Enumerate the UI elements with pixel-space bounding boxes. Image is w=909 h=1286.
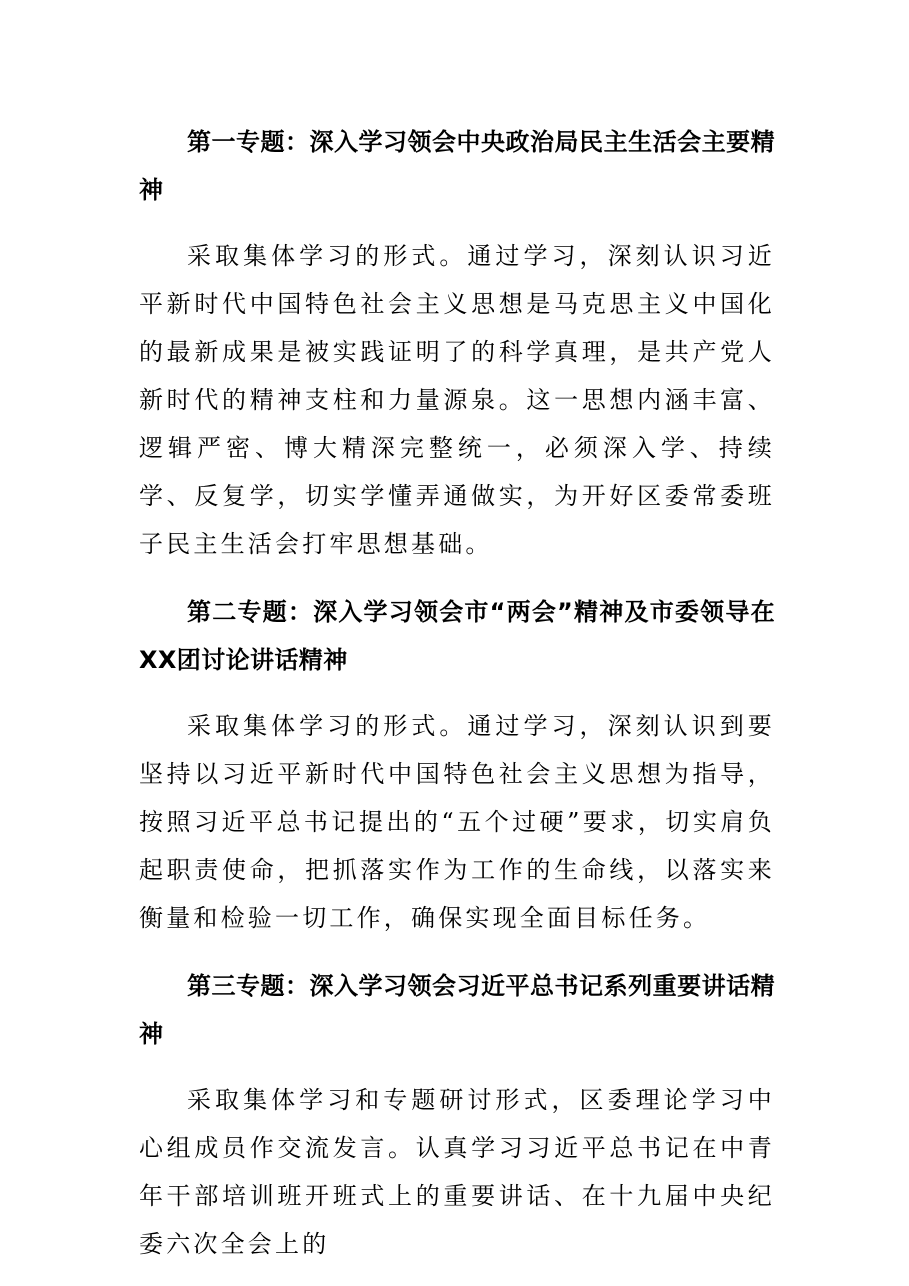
document-body — [139, 118, 775, 1268]
section-paragraph-3: 采取集体学习和专题研讨形式，区委理论学习中心组成员作交流发言。认真学习习近平总书记在中青年干部培训班开班式上的重要讲话、在十九届中央纪委六次全会上的 — [139, 1086, 775, 1258]
section-heading-2: 第二专题：深入学习领会市“两会”精神及市委领导在XX团讨论讲话精神 — [139, 598, 775, 674]
section-heading-3: 第三专题：深入学习领会习近平总书记系列重要讲话精神 — [139, 972, 775, 1048]
section-paragraph-1: 采取集体学习的形式。通过学习，深刻认识习近平新时代中国特色社会主义思想是马克思主义中国化的最新成果是被实践证明了的科学真理，是共产党人新时代的精神支柱和力量源泉。这一思想内涵丰富、逻辑严密、博大精深完整统一，必须深入学、持续学、反复学，切实学懂弄通做实，为开好区委常委班子民主生活会打牢思想基础。 — [139, 242, 775, 558]
section-paragraph-2: 采取集体学习的形式。通过学习，深刻认识到要坚持以习近平新时代中国特色社会主义思想为指导，按照习近平总书记提出的“五个过硬”要求，切实肩负起职责使命，把抓落实作为工作的生命线，以落实来衡量和检验一切工作，确保实现全面目标任务。 — [139, 712, 775, 932]
section-heading-1: 第一专题：深入学习领会中央政治局民主生活会主要精神 — [139, 128, 775, 204]
